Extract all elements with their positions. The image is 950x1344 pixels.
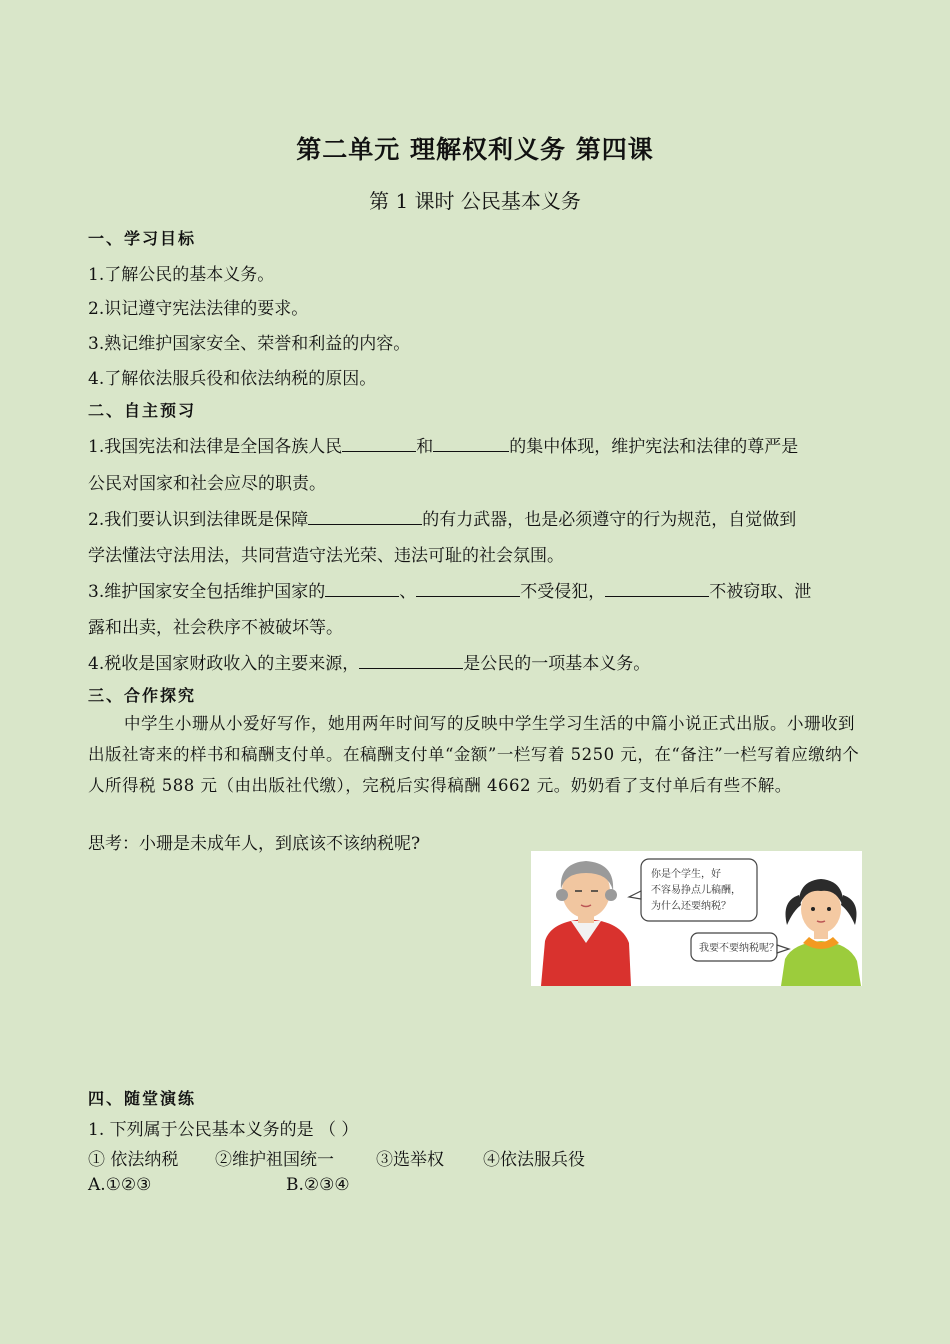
preview-question-4: 4.税收是国家财政收入的主要来源， 是公民的一项基本义务。 <box>88 649 650 674</box>
svg-text:我要不要纳税呢？: 我要不要纳税呢？ <box>699 943 779 954</box>
fill-blank[interactable] <box>416 578 520 597</box>
speech-bubble-girl <box>691 933 789 961</box>
case-paragraph: 中学生小珊从小爱好写作，她用两年时间写的反映中学生学习生活的中篇小说正式出版。小珊收到出版社寄来的样书和稿酬支付单。在稿酬支付单“金额”一栏写着 5250 元，在“备注”一栏写着应缴纳个人所得税 588 元（由出版社代缴），完税后实得稿酬 4662 元。奶奶看了支付单后有些不解。 <box>88 714 860 795</box>
option-item: ④依法服兵役 <box>483 1150 585 1170</box>
practice-question-1: 1. 下列属于公民基本义务的是 （ ） <box>88 1120 359 1140</box>
goal-item: 4.了解依法服兵役和依法纳税的原因。 <box>88 369 377 389</box>
grandma-and-girl-illustration <box>531 851 862 986</box>
fill-blank[interactable] <box>342 433 416 452</box>
section-practice-heading: 四、随堂演练 <box>88 1089 197 1108</box>
option-item: ③选举权 <box>376 1150 444 1170</box>
goal-item: 3.熟记维护国家安全、荣誉和利益的内容。 <box>88 334 411 354</box>
girl-figure <box>781 879 861 986</box>
answer-choice-a: A.①②③ <box>88 1175 152 1195</box>
preview-question-2-cont: 学法懂法守法用法，共同营造守法光荣、违法可耻的社会氛围。 <box>88 546 564 566</box>
svg-text:不容易挣点儿稿酬，: 不容易挣点儿稿酬， <box>651 885 741 896</box>
fill-blank[interactable] <box>605 578 709 597</box>
section-cooperative-inquiry-heading: 三、合作探究 <box>88 686 197 705</box>
section-learning-goals-heading: 一、学习目标 <box>88 229 197 248</box>
preview-question-1-cont: 公民对国家和社会应尽的职责。 <box>88 474 326 494</box>
section-preview-heading: 二、自主预习 <box>88 401 197 420</box>
practice-options <box>88 1145 585 1170</box>
goal-item: 1.了解公民的基本义务。 <box>88 265 275 285</box>
fill-blank[interactable] <box>325 578 399 597</box>
preview-question-2: 2.我们要认识到法律既是保障 的有力武器，也是必须遵守的行为规范，自觉做到 <box>88 505 796 530</box>
grandma-figure <box>541 861 631 986</box>
preview-question-3-cont: 露和出卖，社会秩序不被破坏等。 <box>88 618 343 638</box>
goal-item: 2.识记遵守宪法法律的要求。 <box>88 299 309 319</box>
preview-question-1: 1.我国宪法和法律是全国各族人民 和 的集中体现，维护宪法和法律的尊严是 <box>88 432 798 457</box>
fill-blank[interactable] <box>308 506 422 525</box>
option-item: ① 依法纳税 <box>88 1150 179 1170</box>
preview-question-3: 3.维护国家安全包括维护国家的 、 不受侵犯， 不被窃取、泄 <box>88 577 811 602</box>
answer-choice-b: B.②③④ <box>286 1175 350 1195</box>
svg-text:为什么还要纳税？: 为什么还要纳税？ <box>651 901 731 912</box>
page-title: 第二单元 理解权利义务 第四课 <box>296 135 654 164</box>
fill-blank[interactable] <box>433 433 509 452</box>
option-item: ②维护祖国统一 <box>215 1150 334 1170</box>
svg-text:你是个学生，好: 你是个学生，好 <box>651 869 721 880</box>
lesson-subtitle: 第 1 课时 公民基本义务 <box>369 189 581 213</box>
speech-bubble-grandma <box>629 859 757 921</box>
thinking-question: 思考：小珊是未成年人，到底该不该纳税呢? <box>88 834 421 854</box>
fill-blank[interactable] <box>359 650 463 669</box>
